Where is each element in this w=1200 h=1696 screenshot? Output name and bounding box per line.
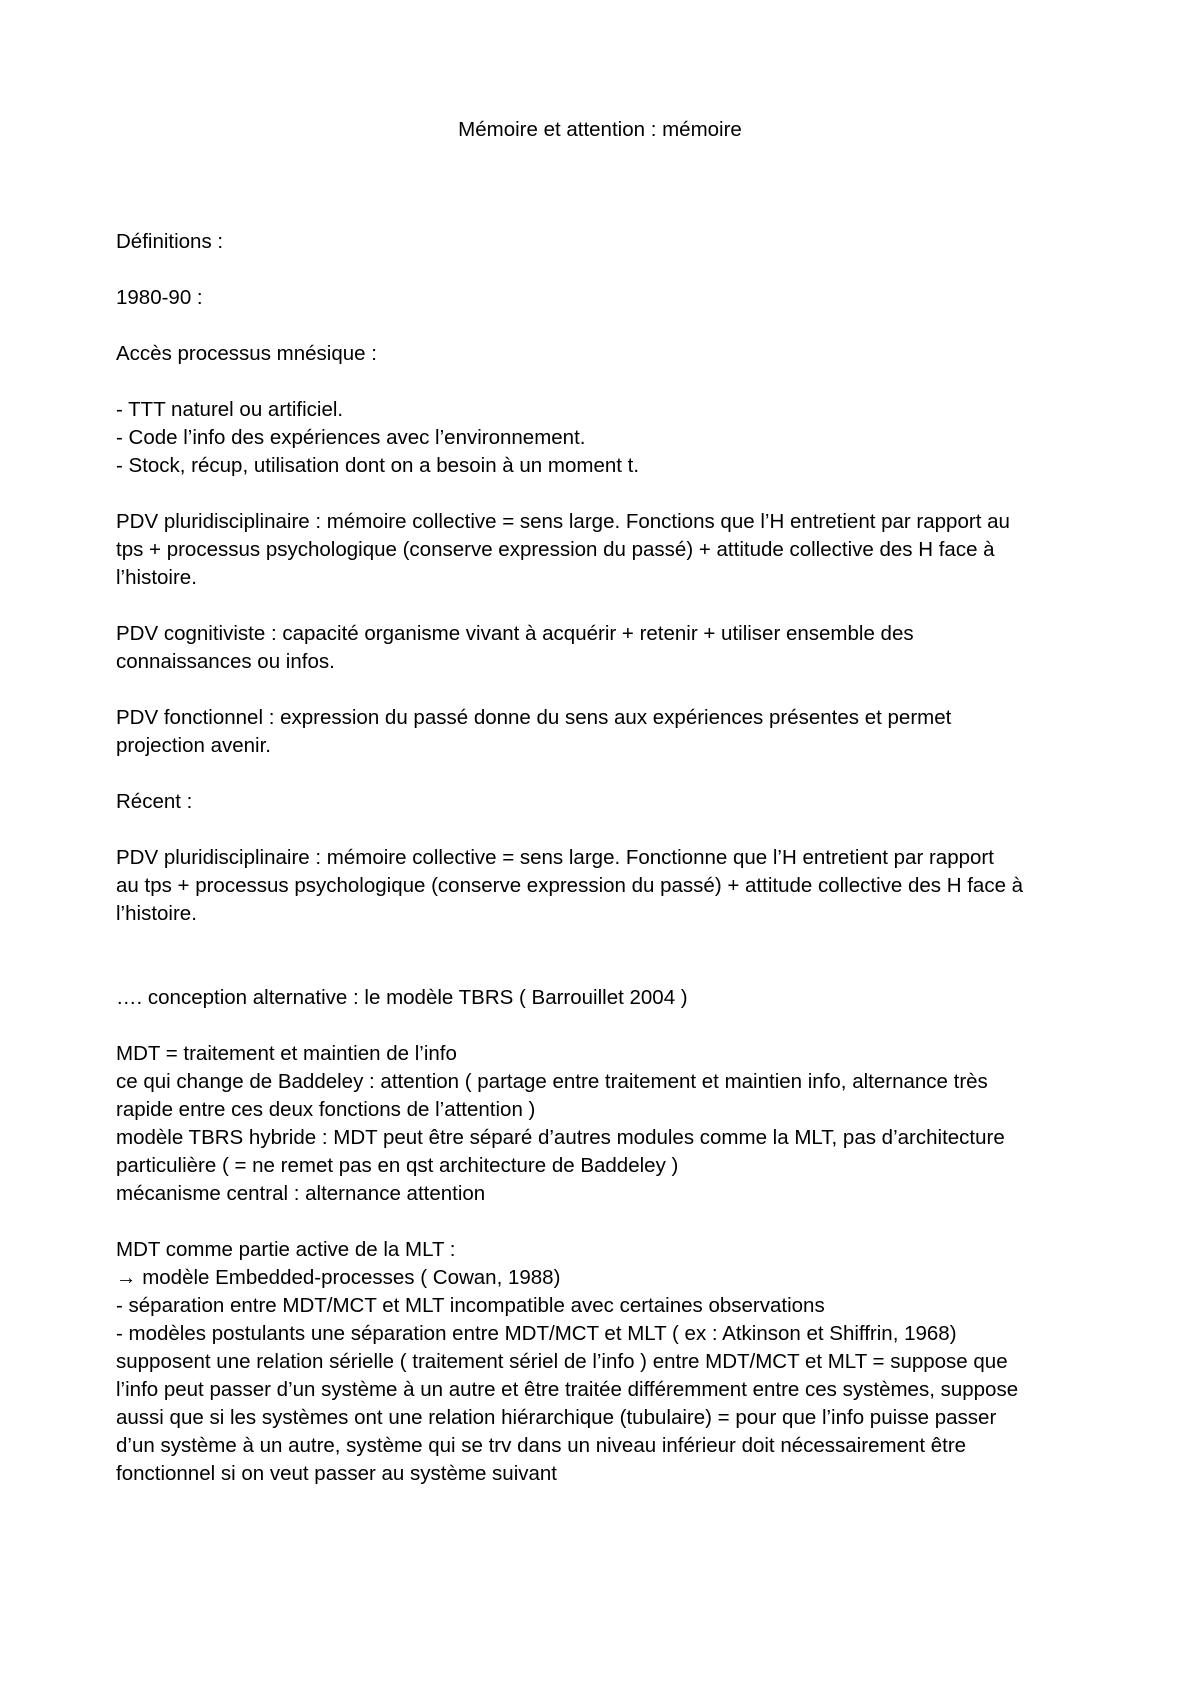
paragraph-pdv-cognitiviste xyxy=(116,620,1116,676)
document-body xyxy=(116,228,1116,1488)
paragraph-line: connaissances ou infos. xyxy=(116,650,335,673)
paragraph-line: aussi que si les systèmes ont une relation hiérarchique (tubulaire) = pour que l’info puisse passer xyxy=(116,1406,997,1429)
paragraph-line: PDV pluridisciplinaire : mémoire collective = sens large. Fonctions que l’H entretient par rapport au xyxy=(116,510,1010,533)
document-title: Mémoire et attention : mémoire xyxy=(458,118,742,141)
paragraph-line: MDT comme partie active de la MLT : xyxy=(116,1238,456,1261)
paragraph-line: → modèle Embedded-processes ( Cowan, 1988) xyxy=(116,1266,561,1289)
paragraph-line: projection avenir. xyxy=(116,734,271,757)
paragraph-pdv-fonctionnel xyxy=(116,704,1116,760)
paragraph-line: - modèles postulants une séparation entre MDT/MCT et MLT ( ex : Atkinson et Shiffrin, 1968) xyxy=(116,1322,957,1345)
paragraph-line: PDV pluridisciplinaire : mémoire collective = sens large. Fonctionne que l’H entretient par rapport xyxy=(116,846,994,869)
period-heading: 1980-90 : xyxy=(116,286,203,309)
paragraph-line: l’histoire. xyxy=(116,566,197,589)
paragraph-line: mécanisme central : alternance attention xyxy=(116,1182,486,1205)
list-item: - Stock, récup, utilisation dont on a besoin à un moment t. xyxy=(116,454,640,477)
definitions-heading: Définitions : xyxy=(116,230,224,253)
paragraph-line: rapide entre ces deux fonctions de l’attention ) xyxy=(116,1098,536,1121)
paragraph-line: - séparation entre MDT/MCT et MLT incompatible avec certaines observations xyxy=(116,1294,825,1317)
paragraph-pdv-pluridisciplinaire xyxy=(116,508,1116,592)
acces-list xyxy=(116,396,1116,480)
paragraph-line: d’un système à un autre, système qui se trv dans un niveau inférieur doit nécessairement être xyxy=(116,1434,967,1457)
list-item: - Code l’info des expériences avec l’environnement. xyxy=(116,426,586,449)
acces-heading: Accès processus mnésique : xyxy=(116,342,377,365)
paragraph-line: supposent une relation sérielle ( traitement sériel de l’info ) entre MDT/MCT et MLT = suppose que xyxy=(116,1350,1008,1373)
paragraph-line: fonctionnel si on veut passer au système suivant xyxy=(116,1462,557,1485)
paragraph-line: modèle TBRS hybride : MDT peut être séparé d’autres modules comme la MLT, pas d’architecture xyxy=(116,1126,1005,1149)
paragraph-mdt-mlt xyxy=(116,1236,1116,1488)
paragraph-line: MDT = traitement et maintien de l’info xyxy=(116,1042,457,1065)
recent-heading: Récent : xyxy=(116,790,193,813)
paragraph-pdv-pluridisciplinaire-recent xyxy=(116,844,1116,928)
tbrs-heading: …. conception alternative : le modèle TBRS ( Barrouillet 2004 ) xyxy=(116,986,688,1009)
paragraph-line: l’info peut passer d’un système à un autre et être traitée différemment entre ces systèmes, suppose xyxy=(116,1378,1019,1401)
paragraph-line: PDV fonctionnel : expression du passé donne du sens aux expériences présentes et permet xyxy=(116,706,952,729)
paragraph-line: particulière ( = ne remet pas en qst architecture de Baddeley ) xyxy=(116,1154,679,1177)
paragraph-line: tps + processus psychologique (conserve expression du passé) + attitude collective des H face à xyxy=(116,538,995,561)
list-item: - TTT naturel ou artificiel. xyxy=(116,398,344,421)
paragraph-line: PDV cognitiviste : capacité organisme vivant à acquérir + retenir + utiliser ensemble des xyxy=(116,622,914,645)
paragraph-mdt xyxy=(116,1040,1116,1208)
paragraph-line: au tps + processus psychologique (conserve expression du passé) + attitude collective des H face à xyxy=(116,874,1024,897)
paragraph-line: ce qui change de Baddeley : attention ( partage entre traitement et maintien info, alternance très xyxy=(116,1070,988,1093)
paragraph-line: l’histoire. xyxy=(116,902,197,925)
